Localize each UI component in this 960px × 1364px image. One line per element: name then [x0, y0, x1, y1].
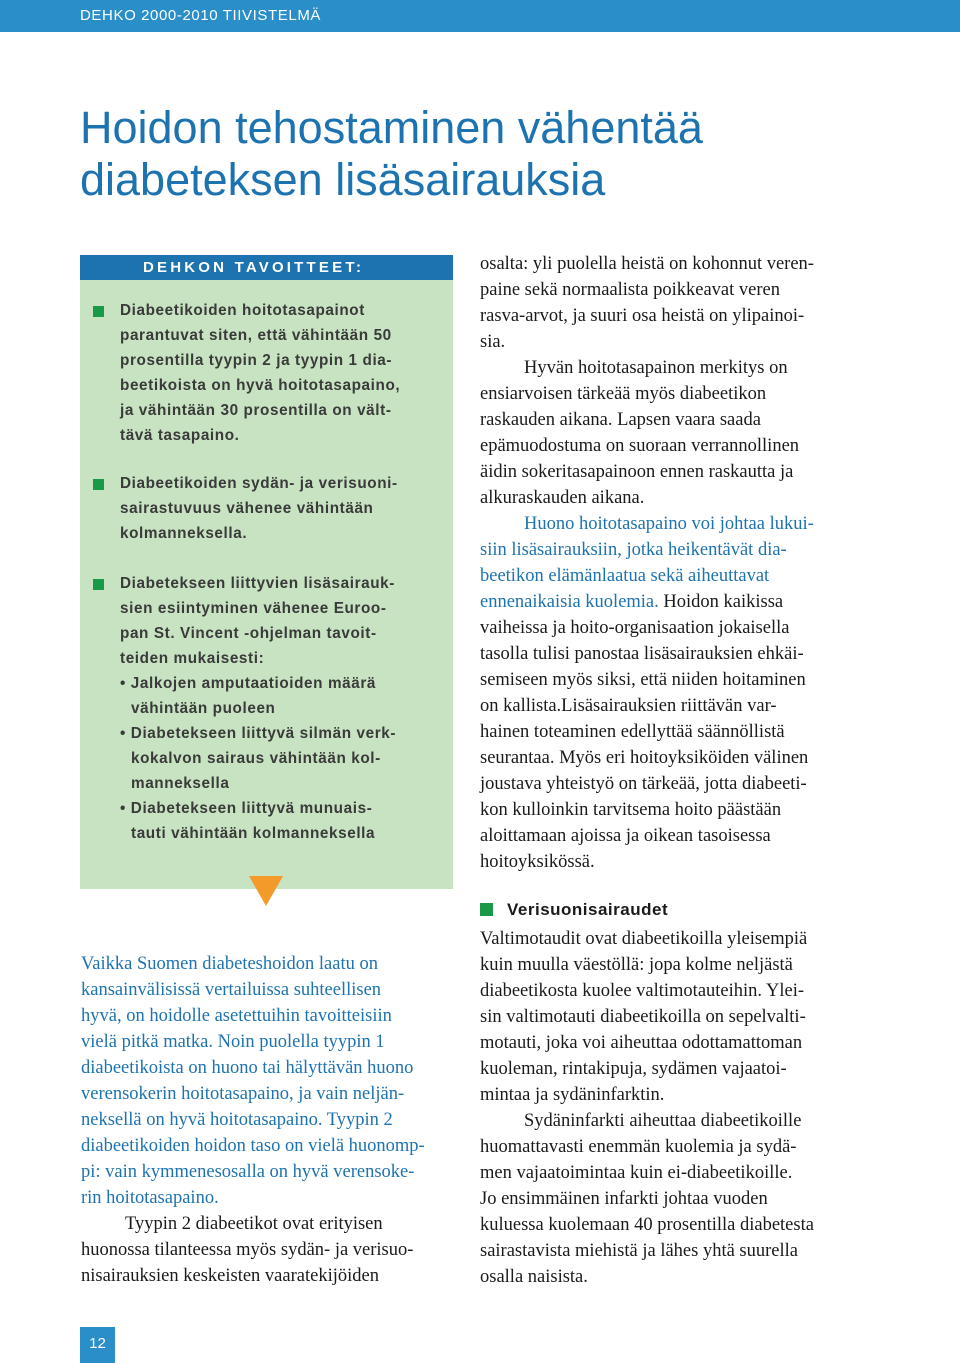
text-line: raskauden aikana. Lapsen vaara saada [480, 410, 761, 430]
goal-1-line: Diabeetikoiden hoitotasapainot [120, 302, 365, 319]
text-line: Huono hoitotasapaino voi johtaa lukui- [524, 514, 814, 534]
page-title [80, 102, 880, 206]
text-line: seurantaa. Myös eri hoitoyksiköiden välinen [480, 748, 809, 768]
text-line: tasolla tulisi panostaa lisäsairauksien ehkäi- [480, 644, 804, 664]
text-line: hainen toteaminen edellyttää säännöllistä [480, 722, 785, 742]
goal-3-line: pan St. Vincent -ohjelman tavoit- [120, 625, 377, 642]
text-line: kuoleman, rintakipuja, sydämen vajaatoi- [480, 1059, 787, 1079]
text-line: Vaikka Suomen diabeteshoidon laatu on [81, 954, 378, 974]
text-line: äidin sokeritasapainoon ennen raskautta ja [480, 462, 794, 482]
right-paragraph-2 [480, 355, 799, 511]
section-heading-label: Verisuonisairaudet [507, 900, 669, 919]
text-line: hoitoyksikössä. [480, 852, 595, 872]
text-line: huomattavasti enemmän kuolemia ja sydä- [480, 1137, 797, 1157]
text-line: rasva-arvot, ja suuri osa heistä on ylipainoi- [480, 306, 805, 326]
page-title-line-2: diabeteksen lisäsairauksia [80, 154, 606, 205]
text-line: neksellä on hyvä hoitotasapaino. Tyypin 2 [81, 1110, 393, 1130]
goal-3-line: sien esiintyminen vähenee Euroo- [120, 600, 387, 617]
goal-2-line: Diabeetikoiden sydän- ja verisuoni- [120, 475, 398, 492]
text-line: sin valtimotauti diabeetikoilla on sepelvalti- [480, 1007, 806, 1027]
text-line: kuin muulla väestöllä: jopa kolme neljästä [480, 955, 793, 975]
subgoal-retinopathy: • Diabetekseen liittyvä silmän verk- [120, 725, 397, 742]
goal-3 [120, 571, 420, 846]
text-span: Hoidon kaikissa [663, 592, 784, 612]
text-line: epämuodostuma on suoraan verrannollinen [480, 436, 800, 456]
text-line: nisairauksien keskeisten vaaratekijöiden [81, 1266, 379, 1286]
right-paragraph-1 [480, 251, 814, 355]
goal-3-line: teiden mukaisesti: [120, 650, 265, 667]
text-line: Valtimotaudit ovat diabeetikoilla yleisempiä [480, 929, 808, 949]
page-title-line-1: Hoidon tehostaminen vähentää [80, 102, 703, 153]
subgoal-amputations: • Jalkojen amputaatioiden määrä [120, 675, 377, 692]
goal-1-line: tävä tasapaino. [120, 427, 240, 444]
goal-1-bullet-icon [93, 306, 104, 317]
page-number: 12 [89, 1335, 106, 1352]
right-section-paragraph-2 [480, 1108, 814, 1290]
down-arrow-icon [249, 876, 283, 906]
left-intro-paragraph [81, 951, 425, 1211]
text-line: verensokerin hoitotasapaino, ja vain neljän- [81, 1084, 405, 1104]
goal-2-line: sairastuvuus vähenee vähintään [120, 500, 374, 517]
text-line: paine sekä normaalista poikkeavat veren [480, 280, 780, 300]
goal-3-line: Diabetekseen liittyvien lisäsairauk- [120, 575, 395, 592]
running-header-bar [0, 0, 960, 32]
text-line: motauti, joka voi aiheuttaa odottamattoman [480, 1033, 803, 1053]
right-paragraph-3 [480, 511, 814, 875]
goal-3-bullet-icon [93, 579, 104, 590]
right-section-paragraph-1 [480, 926, 807, 1108]
goal-2 [120, 471, 420, 546]
subgoal-nephropathy: • Diabetekseen liittyvä munuais- [120, 800, 373, 817]
text-line: siin lisäsairauksiin, jotka heikentävät dia- [480, 540, 787, 560]
text-line: sairastavista miehistä ja lähes yhtä suurella [480, 1241, 798, 1261]
page-number-box [80, 1327, 115, 1363]
goal-1-line: ja vähintään 30 prosentilla on vält- [120, 402, 392, 419]
text-line: men vajaatoimintaa kuin ei-diabeetikoille. [480, 1163, 793, 1183]
goal-1-line: parantuvat siten, että vähintään 50 [120, 327, 392, 344]
goals-box [80, 255, 453, 889]
text-line: on kallista.Lisäsairauksien riittävän var- [480, 696, 777, 716]
text-line: sia. [480, 332, 506, 352]
text-line: kon kulloinkin tarvitsema hoito päästään [480, 800, 782, 820]
text-line: mintaa ja sydäninfarktin. [480, 1085, 665, 1105]
text-line: alkuraskauden aikana. [480, 488, 645, 508]
text-line: osalta: yli puolella heistä on kohonnut veren- [480, 254, 814, 274]
running-header-label: DEHKO 2000-2010 TIIVISTELMÄ [80, 7, 322, 24]
text-line: beetikon elämänlaatua sekä aiheuttavat [480, 566, 770, 586]
text-span: ennenaikaisia kuolemia. [480, 592, 659, 612]
subgoal-nephropathy-cont: tauti vähintään kolmanneksella [131, 825, 376, 842]
text-line: Tyypin 2 diabeetikot ovat erityisen [125, 1214, 383, 1234]
goal-1-line: prosentilla tyypin 2 ja tyypin 1 dia- [120, 352, 393, 369]
goal-1-line: beetikoista on hyvä hoitotasapaino, [120, 377, 401, 394]
goal-2-line: kolmanneksella. [120, 525, 248, 542]
goals-box-header [80, 255, 453, 280]
text-line: kuluessa kuolemaan 40 prosentilla diabetesta [480, 1215, 814, 1235]
text-line: vaiheissa ja hoito-organisaation jokaisella [480, 618, 790, 638]
section-heading-verisuonisairaudet [480, 900, 668, 920]
text-line: kansainvälisissä vertailuissa suhteellisen [81, 980, 382, 1000]
text-line: ensiarvoisen tärkeää myös diabeetikon [480, 384, 767, 404]
text-line: Jo ensimmäinen infarkti johtaa vuoden [480, 1189, 768, 1209]
subgoal-amputations-cont: vähintään puoleen [131, 700, 276, 717]
text-line: joustava yhteistyö on tärkeää, jotta diabeeti- [480, 774, 807, 794]
goal-1 [120, 298, 420, 448]
text-line: Sydäninfarkti aiheuttaa diabeetikoille [524, 1111, 802, 1131]
text-line: aloittamaan ajoissa ja oikean tasoisessa [480, 826, 771, 846]
section-bullet-icon [480, 903, 493, 916]
goal-2-bullet-icon [93, 479, 104, 490]
left-paragraph-2 [81, 1211, 413, 1289]
goals-box-heading: DEHKON TAVOITTEET: [143, 259, 365, 276]
text-line: diabeetikoista on huono tai hälyttävän huono [81, 1058, 414, 1078]
text-line: vielä pitkä matka. Noin puolella tyypin 1 [81, 1032, 385, 1052]
text-line: huonossa tilanteessa myös sydän- ja verisuo- [81, 1240, 414, 1260]
text-line: diabeetikosta kuolee valtimotauteihin. Ylei- [480, 981, 804, 1001]
text-line: diabeetikoiden hoidon taso on vielä huonomp- [81, 1136, 425, 1156]
text-line: osalla naisista. [480, 1267, 588, 1287]
text-line: semiseen myös siksi, että niiden hoitaminen [480, 670, 806, 690]
text-line: hyvä, on hoidolle asetettuihin tavoitteisiin [81, 1006, 392, 1026]
text-line: rin hoitotasapaino. [81, 1188, 219, 1208]
text-line: pi: vain kymmenesosalla on hyvä verensoke- [81, 1162, 415, 1182]
subgoal-retinopathy-cont: manneksella [131, 775, 230, 792]
subgoal-retinopathy-cont: kokalvon sairaus vähintään kol- [131, 750, 381, 767]
text-line [480, 589, 814, 615]
text-line: Hyvän hoitotasapainon merkitys on [524, 358, 788, 378]
